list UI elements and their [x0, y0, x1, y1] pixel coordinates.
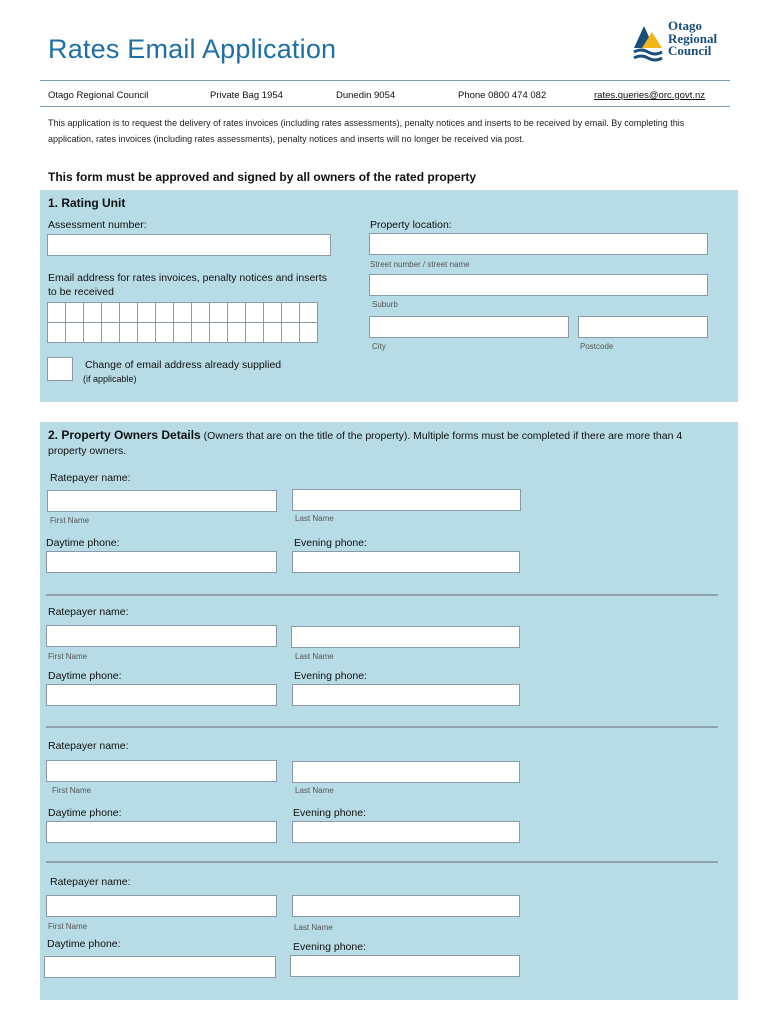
- daytime-phone-label: Daytime phone:: [48, 670, 122, 682]
- first-name-hint: First Name: [52, 786, 92, 795]
- change-email-checkbox[interactable]: [47, 357, 73, 381]
- last-name-hint: Last Name: [294, 923, 333, 932]
- property-location-label: Property location:: [370, 219, 452, 231]
- postcode-hint: Postcode: [580, 342, 614, 351]
- owner-divider: [46, 861, 718, 863]
- evening-phone-label: Evening phone:: [293, 941, 366, 953]
- evening-phone-label: Evening phone:: [294, 670, 367, 682]
- contact-email-link[interactable]: rates.queries@orc.govt.nz: [594, 90, 706, 101]
- ratepayer-name-label: Ratepayer name:: [48, 740, 129, 752]
- street-hint: Street number / street name: [370, 260, 470, 269]
- rating-unit-title: 1. Rating Unit: [48, 196, 126, 210]
- postcode-input[interactable]: [578, 316, 708, 338]
- first-name-input[interactable]: [47, 490, 277, 512]
- suburb-input[interactable]: [369, 274, 708, 296]
- last-name-input[interactable]: [292, 489, 521, 511]
- contact-rule: [40, 106, 730, 107]
- first-name-hint: First Name: [50, 516, 90, 525]
- last-name-input[interactable]: [291, 626, 520, 648]
- daytime-phone-input[interactable]: [46, 821, 277, 843]
- email-label: Email address for rates invoices, penalty notices and inserts to be received: [48, 272, 327, 298]
- city-input[interactable]: [369, 316, 569, 338]
- contact-address: Private Bag 1954: [210, 90, 283, 101]
- assessment-number-input[interactable]: [47, 234, 331, 256]
- intro-text: This application is to request the delivery of rates invoices (including rates assessments), penalty notices and inserts to be received by email. By completing this application, rates invoices (including rates assessments), penalty notices and inserts will no longer be received via post.: [48, 118, 685, 144]
- owners-title: 2. Property Owners Details: [48, 428, 201, 442]
- email-character-grid[interactable]: [47, 302, 318, 343]
- change-email-label: Change of email address already supplied: [85, 359, 282, 371]
- last-name-hint: Last Name: [295, 786, 334, 795]
- change-email-sub: (if applicable): [83, 374, 137, 384]
- suburb-hint: Suburb: [372, 300, 398, 309]
- daytime-phone-input[interactable]: [46, 551, 277, 573]
- first-name-hint: First Name: [48, 652, 88, 661]
- header-rule: [40, 80, 730, 81]
- evening-phone-input[interactable]: [292, 551, 520, 573]
- last-name-hint: Last Name: [295, 514, 334, 523]
- owners-heading: [48, 428, 708, 459]
- last-name-hint: Last Name: [295, 652, 334, 661]
- owners-subtitle: (Owners that are on the title of the property). Multiple forms must be completed if there are more than 4 property owners.: [48, 430, 683, 457]
- last-name-input[interactable]: [292, 895, 520, 917]
- first-name-input[interactable]: [46, 625, 277, 647]
- evening-phone-input[interactable]: [292, 821, 520, 843]
- street-input[interactable]: [369, 233, 708, 255]
- contact-phone: Phone 0800 474 082: [458, 90, 547, 101]
- first-name-input[interactable]: [46, 760, 277, 782]
- evening-phone-label: Evening phone:: [294, 537, 367, 549]
- assessment-label: Assessment number:: [48, 219, 147, 231]
- contact-city: Dunedin 9054: [336, 90, 396, 101]
- daytime-phone-label: Daytime phone:: [47, 938, 121, 950]
- daytime-phone-input[interactable]: [46, 684, 277, 706]
- first-name-hint: First Name: [48, 922, 88, 931]
- owner-divider: [46, 726, 718, 728]
- approval-notice: This form must be approved and signed by all owners of the rated property: [48, 170, 477, 184]
- ratepayer-name-label: Ratepayer name:: [50, 472, 131, 484]
- city-hint: City: [372, 342, 386, 351]
- evening-phone-input[interactable]: [290, 955, 520, 977]
- contact-org: Otago Regional Council: [48, 90, 149, 101]
- daytime-phone-input[interactable]: [44, 956, 276, 978]
- logo-text: Otago Regional Council: [668, 18, 718, 58]
- page-title: Rates Email Application: [48, 34, 337, 64]
- ratepayer-name-label: Ratepayer name:: [48, 606, 129, 618]
- evening-phone-input[interactable]: [292, 684, 520, 706]
- evening-phone-label: Evening phone:: [293, 807, 366, 819]
- ratepayer-name-label: Ratepayer name:: [50, 876, 131, 888]
- last-name-input[interactable]: [292, 761, 520, 783]
- daytime-phone-label: Daytime phone:: [48, 807, 122, 819]
- first-name-input[interactable]: [46, 895, 277, 917]
- daytime-phone-label: Daytime phone:: [46, 537, 120, 549]
- owner-divider: [46, 594, 718, 596]
